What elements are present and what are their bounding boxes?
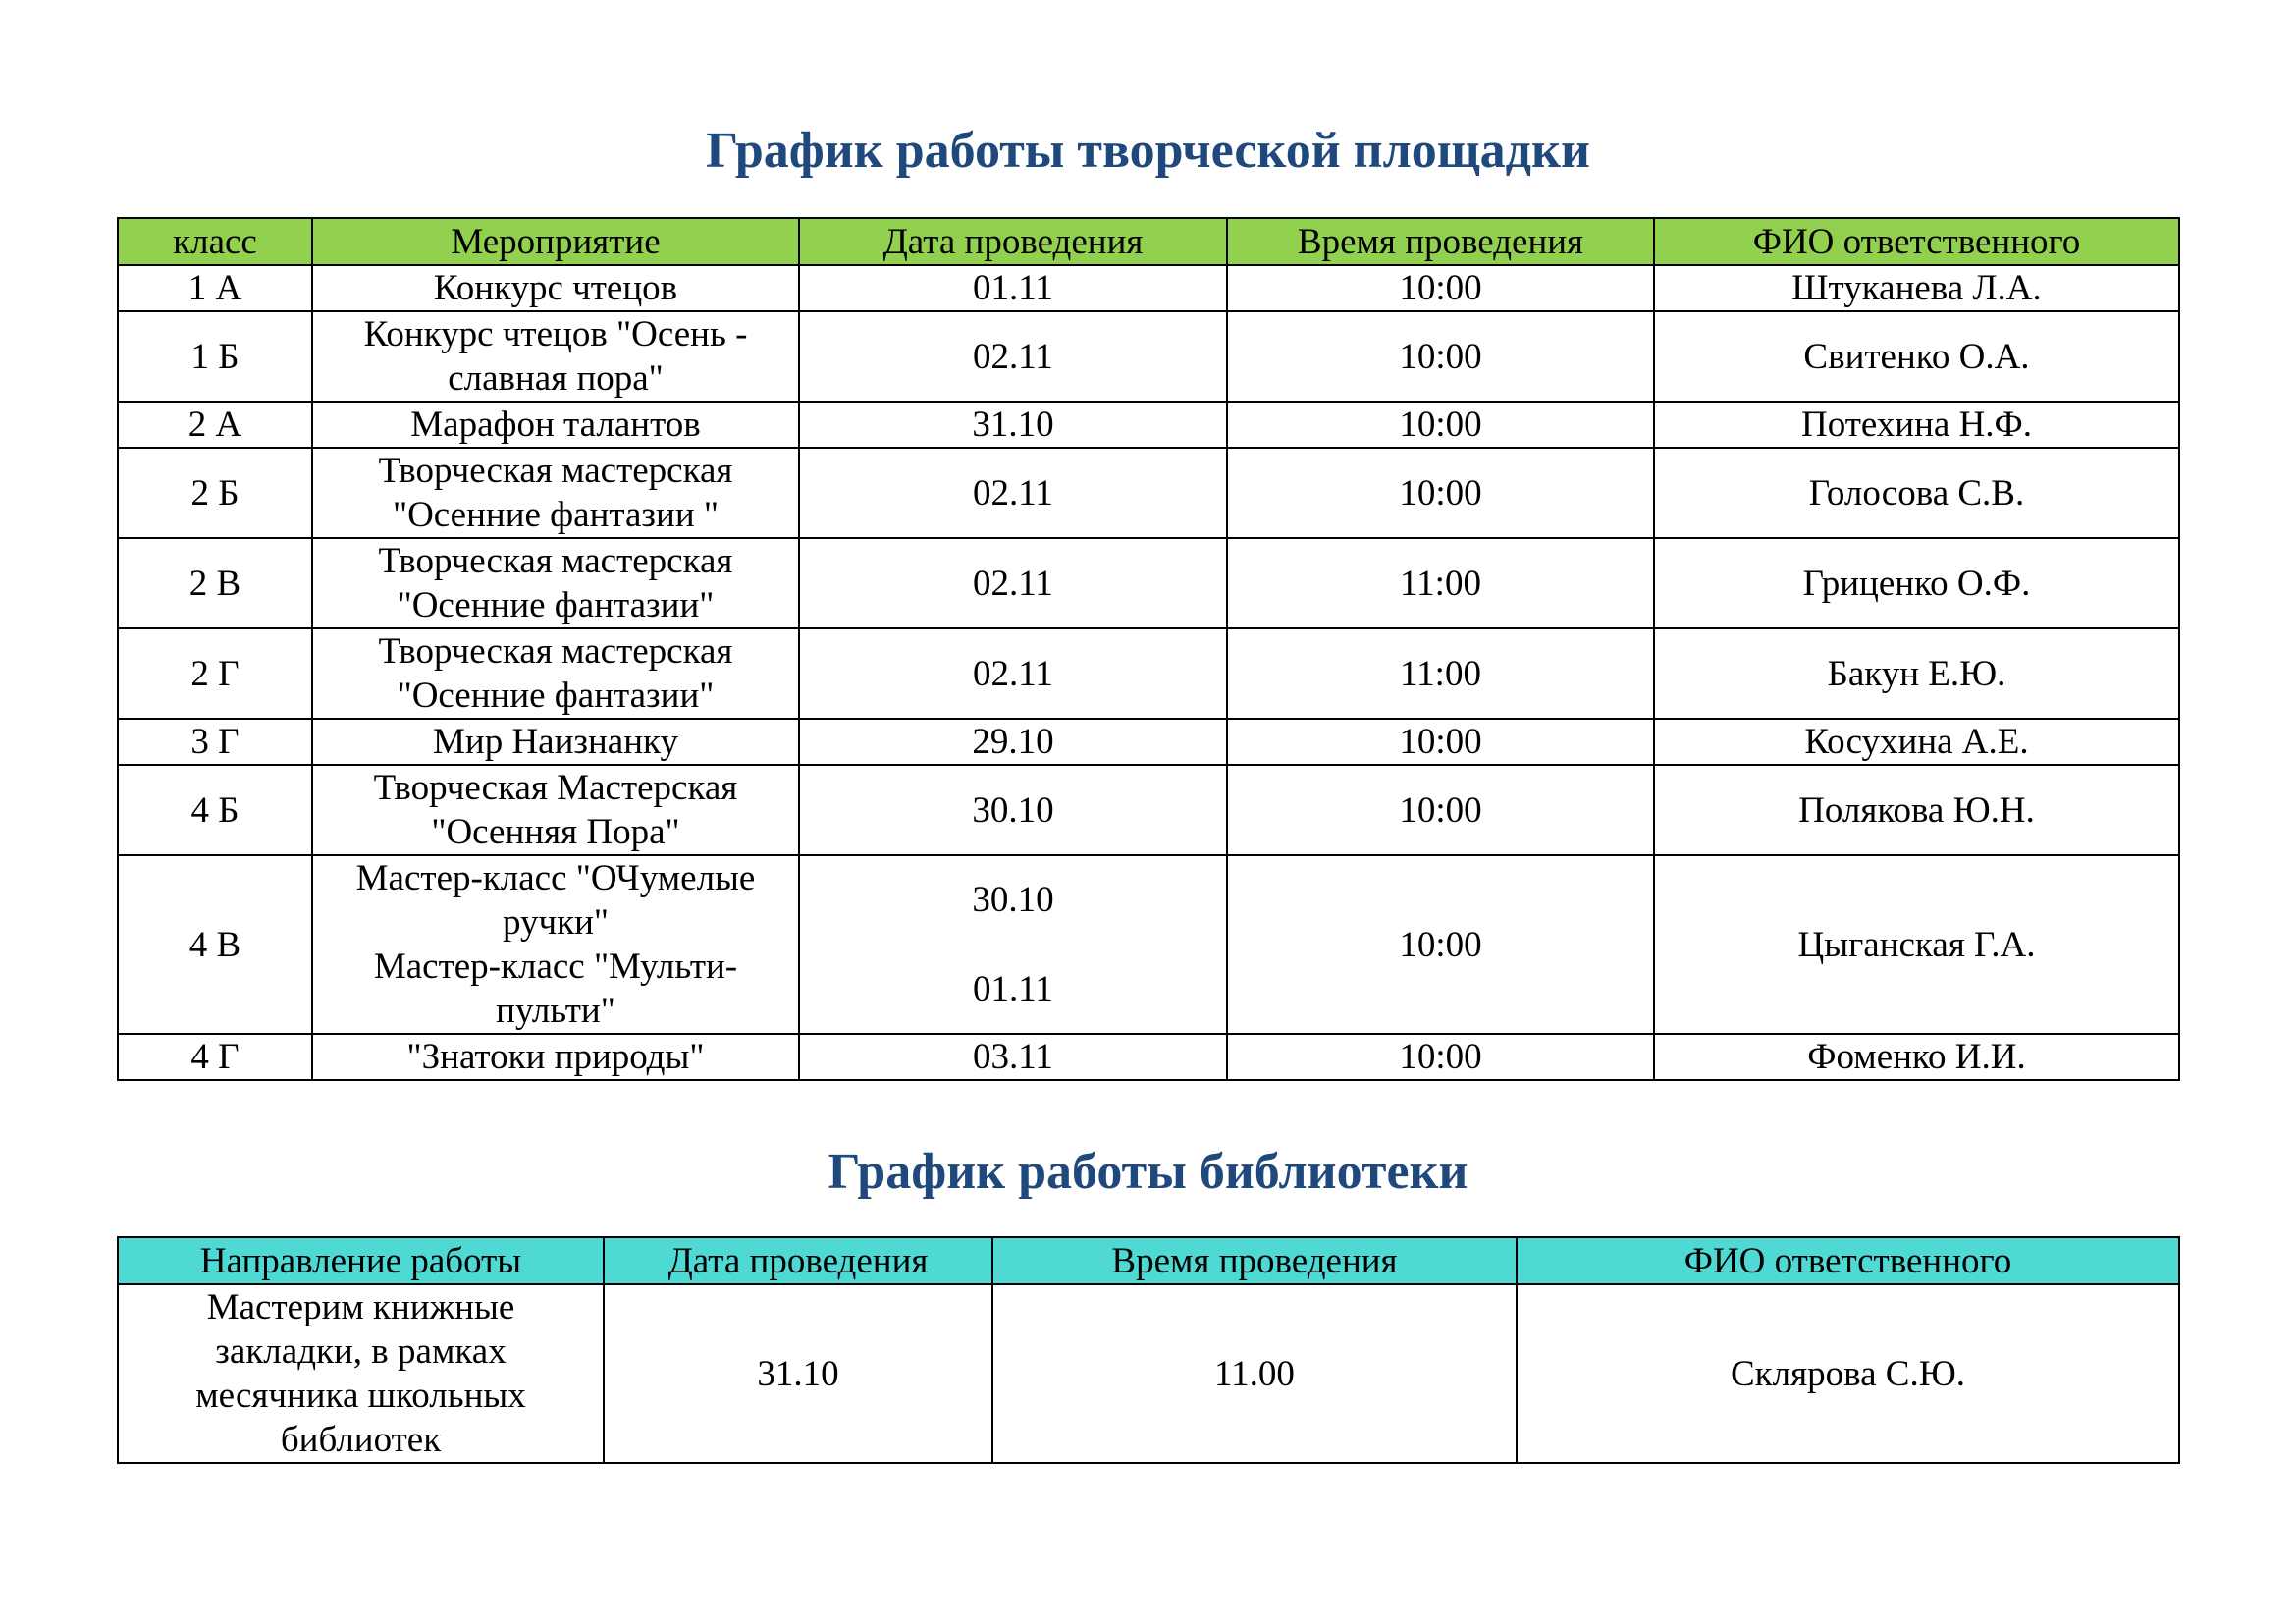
- cell-responsible: Гриценко О.Ф.: [1654, 538, 2179, 628]
- cell-time: 10:00: [1227, 719, 1654, 765]
- column-header-time: Время проведения: [1227, 218, 1654, 265]
- cell-event: Конкурс чтецов "Осень - славная пора": [312, 311, 799, 402]
- cell-event: [312, 855, 799, 1034]
- cell-responsible: Цыганская Г.А.: [1654, 855, 2179, 1034]
- table-header-row: [118, 218, 2179, 265]
- cell-time: 11:00: [1227, 538, 1654, 628]
- cell-responsible: Полякова Ю.Н.: [1654, 765, 2179, 855]
- table-row: [118, 538, 2179, 628]
- column-header-date: Дата проведения: [799, 218, 1227, 265]
- table-row: [118, 628, 2179, 719]
- table-header-row: [118, 1237, 2179, 1284]
- cell-class: 1 А: [118, 265, 312, 311]
- cell-event: Мир Наизнанку: [312, 719, 799, 765]
- cell-time: 10:00: [1227, 765, 1654, 855]
- library-section-title: График работы библиотеки: [828, 1144, 1468, 1200]
- cell-class: 2 А: [118, 402, 312, 448]
- cell-time: 10:00: [1227, 402, 1654, 448]
- cell-time: 11.00: [992, 1284, 1517, 1463]
- cell-date: 03.11: [799, 1034, 1227, 1080]
- page-title: График работы творческой площадки: [706, 123, 1590, 179]
- cell-time: 10:00: [1227, 311, 1654, 402]
- column-header-direction: Направление работы: [118, 1237, 604, 1284]
- table-row: [118, 311, 2179, 402]
- cell-date: 02.11: [799, 311, 1227, 402]
- cell-date: [799, 855, 1227, 1034]
- cell-date: 02.11: [799, 448, 1227, 538]
- cell-responsible: Фоменко И.И.: [1654, 1034, 2179, 1080]
- cell-time: 10:00: [1227, 1034, 1654, 1080]
- cell-class: 2 Б: [118, 448, 312, 538]
- cell-responsible: Бакун Е.Ю.: [1654, 628, 2179, 719]
- cell-responsible: Штуканева Л.А.: [1654, 265, 2179, 311]
- cell-time: 11:00: [1227, 628, 1654, 719]
- cell-event: Марафон талантов: [312, 402, 799, 448]
- table-row: [118, 1034, 2179, 1080]
- cell-event: "Знатоки природы": [312, 1034, 799, 1080]
- event-line: Мастер-класс "Мульти-пульти": [373, 947, 738, 1031]
- cell-event: Творческая Мастерская "Осенняя Пора": [312, 765, 799, 855]
- column-header-class: класс: [118, 218, 312, 265]
- cell-class: 3 Г: [118, 719, 312, 765]
- cell-responsible: Косухина А.Е.: [1654, 719, 2179, 765]
- cell-date: 02.11: [799, 538, 1227, 628]
- cell-class: 2 В: [118, 538, 312, 628]
- cell-class: 2 Г: [118, 628, 312, 719]
- cell-class: 1 Б: [118, 311, 312, 402]
- cell-responsible: Потехина Н.Ф.: [1654, 402, 2179, 448]
- cell-time: 10:00: [1227, 855, 1654, 1034]
- cell-time: 10:00: [1227, 448, 1654, 538]
- cell-direction: Мастерим книжные закладки, в рамках месячника школьных библиотек: [118, 1284, 604, 1463]
- cell-date: 02.11: [799, 628, 1227, 719]
- table-row: [118, 855, 2179, 1034]
- table-row: [118, 448, 2179, 538]
- column-header-responsible: ФИО ответственного: [1654, 218, 2179, 265]
- table-row: [118, 402, 2179, 448]
- column-header-responsible: ФИО ответственного: [1517, 1237, 2179, 1284]
- table-row: [118, 719, 2179, 765]
- column-header-date: Дата проведения: [604, 1237, 992, 1284]
- cell-responsible: Склярова С.Ю.: [1517, 1284, 2179, 1463]
- cell-class: 4 Г: [118, 1034, 312, 1080]
- cell-date: 31.10: [799, 402, 1227, 448]
- cell-event: Творческая мастерская "Осенние фантазии ": [312, 448, 799, 538]
- creative-schedule-table: [117, 217, 2180, 1081]
- library-schedule-table: [117, 1236, 2180, 1464]
- cell-date: 31.10: [604, 1284, 992, 1463]
- table-row: [118, 265, 2179, 311]
- date-line: 30.10: [972, 880, 1054, 920]
- cell-class: 4 В: [118, 855, 312, 1034]
- cell-event: Творческая мастерская "Осенние фантазии": [312, 628, 799, 719]
- cell-class: 4 Б: [118, 765, 312, 855]
- cell-time: 10:00: [1227, 265, 1654, 311]
- cell-date: 30.10: [799, 765, 1227, 855]
- date-line: 01.11: [973, 969, 1053, 1009]
- table-row: [118, 1284, 2179, 1463]
- event-line: Мастер-класс "ОЧумелые ручки": [355, 858, 756, 943]
- cell-responsible: Голосова С.В.: [1654, 448, 2179, 538]
- cell-event: Творческая мастерская "Осенние фантазии": [312, 538, 799, 628]
- cell-date: 01.11: [799, 265, 1227, 311]
- cell-date: 29.10: [799, 719, 1227, 765]
- column-header-event: Мероприятие: [312, 218, 799, 265]
- cell-event: Конкурс чтецов: [312, 265, 799, 311]
- cell-responsible: Свитенко О.А.: [1654, 311, 2179, 402]
- column-header-time: Время проведения: [992, 1237, 1517, 1284]
- table-row: [118, 765, 2179, 855]
